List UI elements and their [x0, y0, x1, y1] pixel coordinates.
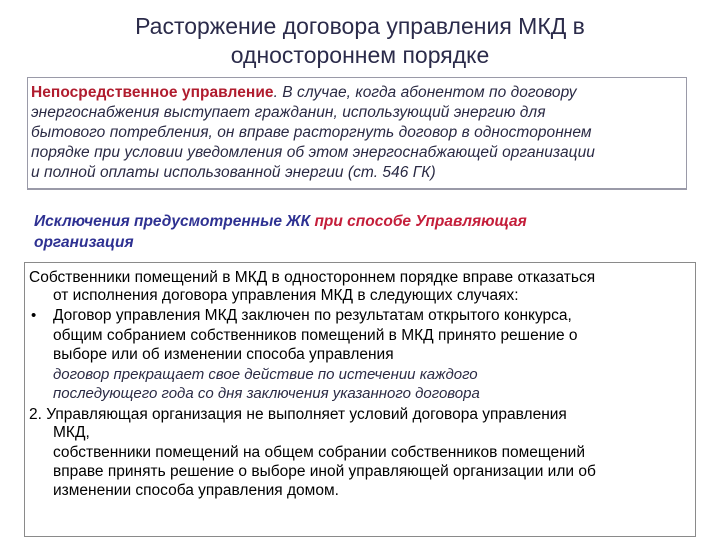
case2-line-1: 2. Управляющая организация не выполняет условий договора управления	[29, 406, 567, 423]
direct-lead: Непосредственное управление	[31, 84, 274, 101]
direct-management-box	[27, 77, 687, 190]
page-title	[60, 12, 660, 70]
bullet-icon: •	[31, 307, 37, 324]
case1-line-1: Договор управления МКД заключен по результатам открытого конкурса,	[53, 307, 572, 324]
direct-lead-rest: . В случае, когда абонентом по договору	[273, 84, 577, 101]
intro-line-2: от исполнения договора управления МКД в следующих случаях:	[53, 287, 519, 304]
tail-line-1: собственники помещений на общем собрании собственников помещений	[53, 444, 586, 461]
direct-line: порядке при условии уведомления об этом энергоснабжающей организации	[31, 144, 595, 161]
case2-line-2: МКД,	[53, 424, 90, 441]
exceptions-part-3: организация	[34, 234, 134, 251]
tail-line-2: вправе принять решение о выборе иной управляющей организации или об	[53, 463, 596, 480]
direct-first-line	[31, 83, 686, 103]
direct-line: бытового потребления, он вправе расторгнуть договор в одностороннем	[31, 124, 592, 141]
exceptions-part-1: Исключения предусмотренные ЖК	[34, 213, 315, 230]
direct-line: энергоснабжения выступает гражданин, использующий энергию для	[31, 104, 546, 121]
case1-line-3: выборе или об изменении способа управления	[53, 346, 394, 363]
title-line-2: одностороннем порядке	[230, 42, 490, 68]
intro-line-1: Собственники помещений в МКД в одностороннем порядке вправе отказаться	[29, 269, 596, 286]
case1-line-2: общим собранием собственников помещений в МКД принято решение о	[53, 327, 578, 344]
note-line-1: договор прекращает свое действие по истечении каждого	[53, 366, 478, 383]
tail-line-3: изменении способа управления домом.	[53, 482, 339, 499]
note-line-2: последующего года со дня заключения указанного договора	[53, 385, 480, 402]
exceptions-part-2: при способе Управляющая	[314, 213, 527, 230]
direct-line: и полной оплаты использованной энергии (ст. 546 ГК)	[31, 164, 436, 181]
title-line-1: Расторжение договора управления МКД в	[135, 13, 585, 39]
owners-rights-box	[24, 262, 696, 537]
exceptions-heading	[34, 211, 634, 253]
